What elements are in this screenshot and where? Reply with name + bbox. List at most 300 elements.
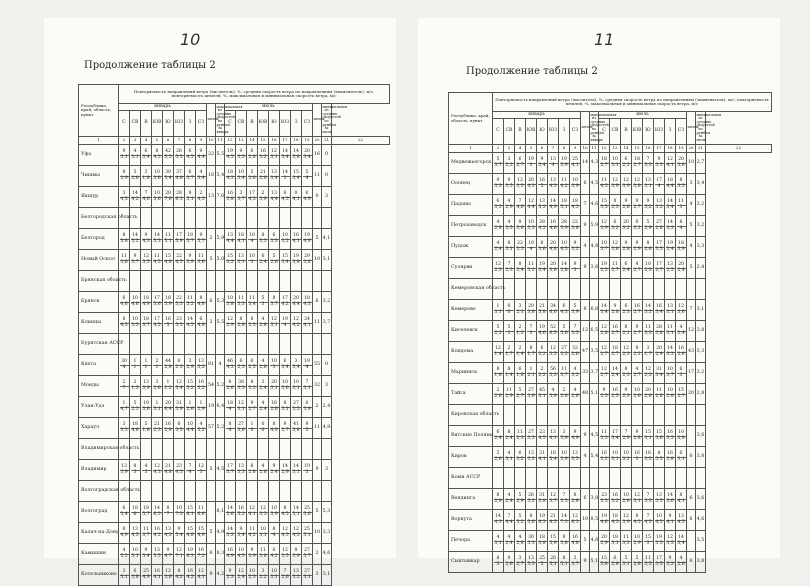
frequency-value: 8 — [633, 347, 642, 353]
january-calm-cell: 48 — [581, 384, 590, 405]
frequency-value: 17 — [656, 555, 662, 561]
speed-value: 3,6 — [611, 246, 619, 252]
speed-value: 4,1 — [153, 574, 161, 580]
speed-value: 3,1 — [292, 469, 300, 475]
january-max-speed-cell — [590, 405, 599, 426]
january-direction-cell — [570, 300, 581, 321]
frequency-value: 4 — [494, 536, 503, 542]
table-row — [79, 145, 390, 166]
july-direction-cell — [610, 363, 621, 384]
speed-value: 2,6 — [259, 364, 267, 370]
january-direction-cell — [570, 342, 581, 363]
july-direction-cell — [280, 439, 291, 460]
speed-value: 2,3 — [131, 406, 139, 412]
july-min-speed-cell — [696, 468, 706, 489]
january-direction-cell — [548, 363, 559, 384]
january-direction-cell — [526, 300, 537, 321]
column-number: 21 — [322, 137, 332, 145]
frequency-value: 3 — [516, 557, 525, 563]
header-direction: ЮВ — [258, 111, 269, 137]
july-direction-cell — [247, 208, 258, 229]
july-direction-cell — [632, 153, 643, 174]
frequency-value: 9 — [142, 234, 151, 240]
frequency-value: 14 — [227, 505, 233, 511]
frequency-value: 12 — [667, 534, 673, 540]
speed-value: 2,4 — [505, 540, 513, 546]
speed-value: 5,5 — [153, 553, 161, 559]
july-direction-cell — [291, 292, 302, 313]
speed-value: 4 — [657, 183, 661, 189]
speed-value: 3,9 — [571, 183, 579, 189]
january-direction-cell — [130, 565, 141, 586]
july-direction-cell — [302, 376, 313, 397]
frequency-value: 4 — [197, 171, 206, 177]
july-direction-cell — [236, 292, 247, 313]
july-direction-cell — [269, 229, 280, 250]
speed-value: 5,1 — [560, 561, 568, 567]
frequency-value: 6 — [303, 402, 312, 408]
frequency-value: 8 — [505, 431, 514, 437]
speed-value: 3,2 — [527, 267, 535, 273]
frequency-value: 28 — [539, 219, 545, 225]
july-direction-cell — [610, 384, 621, 405]
header-direction: СВ — [504, 119, 515, 145]
frequency-value: 7 — [622, 431, 631, 437]
january-direction-cell — [515, 174, 526, 195]
speed-value: 7,2 — [197, 553, 205, 559]
frequency-value: 9 — [142, 549, 151, 555]
july-direction-cell — [676, 531, 687, 552]
frequency-value: 17 — [282, 295, 288, 301]
july-min-speed-cell — [322, 481, 332, 502]
july-direction-cell — [302, 418, 313, 439]
header-direction: С — [599, 119, 610, 145]
speed-value: 3,9 — [142, 385, 150, 391]
speed-value: 4,8 — [197, 322, 205, 328]
speed-value: 3 — [529, 330, 533, 336]
frequency-value: 18 — [561, 198, 567, 204]
column-number: 13 — [236, 137, 247, 145]
speed-value: 4,1 — [292, 196, 300, 202]
july-direction-cell — [599, 237, 610, 258]
table-row — [449, 531, 772, 552]
column-number: 8 — [559, 145, 570, 153]
frequency-value: 3 — [560, 431, 569, 437]
july-direction-cell — [302, 166, 313, 187]
speed-value: 3,1 — [633, 498, 641, 504]
july-direction-cell — [665, 216, 676, 237]
row-name: Кондома — [449, 342, 493, 363]
speed-value: 3,4 — [237, 175, 245, 181]
frequency-value: 29 — [528, 303, 534, 309]
speed-value: 3,9 — [549, 540, 557, 546]
frequency-value: 16 — [572, 534, 578, 540]
january-direction-cell — [526, 363, 537, 384]
frequency-value: 18 — [132, 505, 138, 511]
july-direction-cell — [632, 321, 643, 342]
january-direction-cell — [559, 552, 570, 573]
july-direction-cell — [291, 523, 302, 544]
frequency-value: 19 — [143, 400, 149, 406]
frequency-value: 9 — [633, 200, 642, 206]
table-row — [449, 426, 772, 447]
speed-value: 3,4 — [538, 267, 546, 273]
january-direction-cell — [174, 145, 185, 166]
january-direction-cell — [548, 384, 559, 405]
frequency-value: 14 — [667, 492, 673, 498]
speed-value: 4,5 — [153, 259, 161, 265]
frequency-value: 9 — [270, 465, 279, 471]
page-number: 10 — [180, 30, 201, 49]
january-direction-cell — [119, 250, 130, 271]
july-direction-cell — [236, 418, 247, 439]
july-calm-cell — [687, 468, 696, 489]
frequency-value: 5 — [644, 221, 653, 227]
july-direction-cell — [236, 523, 247, 544]
july-calm-cell: 12 — [687, 321, 696, 342]
speed-value: 4,3 — [494, 519, 502, 525]
frequency-value: 1 — [164, 381, 173, 387]
speed-value: 4,5 — [120, 196, 128, 202]
frequency-value: 17 — [612, 429, 618, 435]
speed-value: 3,1 — [622, 561, 630, 567]
frequency-value: 16 — [634, 450, 640, 456]
speed-value: 3,1 — [611, 456, 619, 462]
frequency-value: 12 — [143, 253, 149, 259]
january-direction-cell — [526, 237, 537, 258]
january-direction-cell — [537, 531, 548, 552]
frequency-value: 27 — [304, 568, 310, 574]
july-direction-cell — [621, 405, 632, 426]
speed-value: 3,5 — [571, 330, 579, 336]
row-name: Вятские Поляны — [449, 426, 493, 447]
frequency-value: 8 — [677, 221, 686, 227]
july-direction-cell — [269, 187, 280, 208]
july-direction-cell — [654, 300, 665, 321]
frequency-value: 9 — [248, 402, 257, 408]
speed-value: 2,6 — [571, 393, 579, 399]
speed-value: 4,1 — [571, 162, 579, 168]
frequency-value: 12 — [176, 379, 182, 385]
row-name: Тайга — [449, 384, 493, 405]
frequency-value: 8 — [153, 150, 162, 156]
january-calm-cell: 22 — [207, 145, 216, 166]
speed-value: 2,7 — [516, 393, 524, 399]
header-month-july: июль — [599, 112, 687, 119]
january-direction-cell — [548, 447, 559, 468]
speed-value: 3,9 — [120, 469, 128, 475]
january-direction-cell — [141, 334, 152, 355]
july-direction-cell — [258, 187, 269, 208]
frequency-value: 11 — [645, 324, 651, 330]
january-direction-cell — [548, 321, 559, 342]
frequency-value: 13 — [165, 526, 171, 532]
january-direction-cell — [515, 489, 526, 510]
july-direction-cell — [280, 292, 291, 313]
july-direction-cell — [632, 195, 643, 216]
january-direction-cell — [174, 166, 185, 187]
speed-value: 2,4 — [259, 259, 267, 265]
january-direction-cell — [526, 510, 537, 531]
frequency-value: 11 — [121, 253, 127, 259]
speed-value: 2,2 — [538, 372, 546, 378]
july-direction-cell — [643, 237, 654, 258]
january-direction-cell — [174, 376, 185, 397]
frequency-value: 12 — [238, 568, 244, 574]
july-min-speed-cell: 0 — [322, 166, 332, 187]
january-max-speed-cell — [590, 279, 599, 300]
january-direction-cell — [559, 384, 570, 405]
frequency-value: 9 — [131, 255, 140, 261]
frequency-value: 13 — [121, 463, 127, 469]
speed-value: 2,3 — [494, 267, 502, 273]
july-direction-cell — [247, 313, 258, 334]
speed-value: 3,7 — [226, 469, 234, 475]
frequency-value: 5 — [560, 326, 569, 332]
speed-value: 4,2 — [538, 225, 546, 231]
speed-value: 2,8 — [622, 246, 630, 252]
row-name: Мариинск — [449, 363, 493, 384]
left-page — [44, 18, 396, 580]
speed-value: 3,2 — [644, 204, 652, 210]
frequency-value: 19 — [528, 240, 534, 246]
table-row — [79, 439, 390, 460]
frequency-value: 15 — [293, 169, 299, 175]
july-direction-cell — [247, 439, 258, 460]
speed-value: 2,2 — [505, 162, 513, 168]
frequency-value: 27 — [293, 400, 299, 406]
speed-value: 3,7 — [270, 301, 278, 307]
speed-value: 3,6 — [677, 162, 685, 168]
july-direction-cell — [302, 460, 313, 481]
frequency-value: 7 — [644, 158, 653, 164]
january-direction-cell — [537, 153, 548, 174]
january-direction-cell — [570, 468, 581, 489]
january-direction-cell — [493, 342, 504, 363]
speed-value: 0 — [507, 309, 511, 315]
frequency-value: 7 — [644, 494, 653, 500]
january-direction-cell — [174, 418, 185, 439]
speed-value: 2,7 — [633, 162, 641, 168]
speed-value: 4,6 — [120, 301, 128, 307]
july-direction-cell — [632, 405, 643, 426]
speed-value: 3,2 — [197, 364, 205, 370]
frequency-value: 10 — [154, 169, 160, 175]
january-direction-cell — [141, 376, 152, 397]
frequency-value: 7 — [560, 494, 569, 500]
speed-value: 3 — [679, 372, 683, 378]
january-direction-cell — [163, 502, 174, 523]
january-direction-cell — [163, 397, 174, 418]
january-direction-cell — [130, 187, 141, 208]
speed-value: 4,3 — [644, 519, 652, 525]
speed-value: 2,3 — [622, 309, 630, 315]
july-min-speed-cell: 4,6 — [322, 544, 332, 565]
july-direction-cell — [599, 153, 610, 174]
speed-value: 2,7 — [600, 162, 608, 168]
july-direction-cell — [632, 531, 643, 552]
january-direction-cell — [163, 355, 174, 376]
july-min-speed-cell: 3,1 — [322, 250, 332, 271]
january-calm-cell: 6 — [207, 292, 216, 313]
speed-value: 2,6 — [505, 561, 513, 567]
frequency-value: 16 — [260, 148, 266, 154]
january-direction-cell — [570, 363, 581, 384]
column-number: 1 — [79, 137, 119, 145]
frequency-value: 10 — [249, 253, 255, 259]
frequency-value: 8 — [120, 528, 129, 534]
january-calm-cell: 10 — [581, 510, 590, 531]
speed-value: 2,4 — [677, 267, 685, 273]
frequency-value: 19 — [561, 156, 567, 162]
speed-value: 2,4 — [677, 330, 685, 336]
speed-value: 3 — [529, 162, 533, 168]
frequency-value: 1 — [142, 360, 151, 366]
july-min-speed-cell: 3,8 — [696, 447, 706, 468]
frequency-value: 13 — [238, 253, 244, 259]
speed-value: 4,6 — [516, 204, 524, 210]
july-calm-cell: 6 — [687, 489, 696, 510]
frequency-value: 12 — [271, 316, 277, 322]
january-direction-cell — [548, 279, 559, 300]
speed-value: 5,1 — [538, 393, 546, 399]
january-direction-cell — [163, 166, 174, 187]
speed-value: 2,9 — [186, 364, 194, 370]
frequency-value: 15 — [645, 429, 651, 435]
july-direction-cell — [621, 426, 632, 447]
frequency-value: 28 — [176, 190, 182, 196]
speed-value: 2,4 — [505, 498, 513, 504]
january-direction-cell — [537, 363, 548, 384]
july-direction-cell — [632, 237, 643, 258]
speed-value: 3,8 — [538, 540, 546, 546]
july-min-speed-cell: 3 — [322, 187, 332, 208]
frequency-value: 4 — [197, 423, 206, 429]
speed-value: 3,3 — [622, 540, 630, 546]
frequency-value: 7 — [644, 515, 653, 521]
speed-value: 2,3 — [622, 351, 630, 357]
july-direction-cell — [280, 460, 291, 481]
speed-value: 3,8 — [600, 561, 608, 567]
header-month-january: январь — [493, 112, 581, 119]
july-direction-cell — [676, 321, 687, 342]
january-direction-cell — [130, 376, 141, 397]
speed-value: 3,8 — [303, 259, 311, 265]
frequency-value: 27 — [528, 387, 534, 393]
frequency-value: 11 — [249, 295, 255, 301]
table-row — [449, 363, 772, 384]
speed-value: 2,7 — [611, 351, 619, 357]
speed-value: 3,3 — [666, 351, 674, 357]
january-direction-cell — [559, 510, 570, 531]
january-direction-cell — [163, 208, 174, 229]
speed-value: 5,3 — [153, 238, 161, 244]
july-direction-cell — [665, 300, 676, 321]
frequency-value: 6 — [270, 234, 279, 240]
speed-value: 2,5 — [600, 393, 608, 399]
july-direction-cell — [654, 405, 665, 426]
speed-value: 5,1 — [303, 532, 311, 538]
january-direction-cell — [493, 426, 504, 447]
july-direction-cell — [665, 258, 676, 279]
frequency-value: 9 — [666, 515, 675, 521]
frequency-value: 23 — [539, 429, 545, 435]
july-direction-cell — [632, 468, 643, 489]
speed-value: 2,1 — [527, 372, 535, 378]
header-calm: штиль — [207, 104, 216, 137]
speed-value: 4,3 — [611, 519, 619, 525]
january-direction-cell — [163, 460, 174, 481]
january-direction-cell — [174, 271, 185, 292]
speed-value: 3,1 — [666, 330, 674, 336]
speed-value: 5,2 — [186, 301, 194, 307]
july-calm-cell: 5 — [687, 258, 696, 279]
january-direction-cell — [174, 523, 185, 544]
july-direction-cell — [269, 271, 280, 292]
frequency-value: 13 — [293, 568, 299, 574]
frequency-value: 10 — [667, 387, 673, 393]
speed-value: 4 — [228, 427, 232, 433]
frequency-value: 9 — [622, 242, 631, 248]
july-direction-cell — [291, 397, 302, 418]
july-direction-cell — [225, 355, 236, 376]
january-calm-cell — [581, 468, 590, 489]
row-name: Владимир — [79, 460, 119, 481]
speed-value: 2,8 — [164, 364, 172, 370]
header-max-speed: максимальная из средних скоростей по румбам за январь — [590, 112, 599, 145]
speed-value: 2,9 — [505, 393, 513, 399]
column-number: 17 — [654, 145, 665, 153]
january-direction-cell — [526, 531, 537, 552]
frequency-value: 6 — [248, 150, 257, 156]
frequency-value: 9 — [633, 326, 642, 332]
speed-value: 3,9 — [270, 511, 278, 517]
july-direction-cell — [610, 237, 621, 258]
table-row — [79, 187, 390, 208]
july-direction-cell — [676, 174, 687, 195]
frequency-value: 11 — [198, 505, 204, 511]
speed-value: 4,2 — [186, 574, 194, 580]
january-direction-cell — [570, 321, 581, 342]
january-direction-cell — [196, 334, 207, 355]
january-direction-cell — [559, 468, 570, 489]
frequency-value: 9 — [622, 389, 631, 395]
july-direction-cell — [599, 405, 610, 426]
frequency-value: 11 — [656, 387, 662, 393]
july-direction-cell — [302, 397, 313, 418]
january-direction-cell — [152, 397, 163, 418]
speed-value: 3,9 — [600, 225, 608, 231]
january-direction-cell — [141, 397, 152, 418]
july-calm-cell — [313, 334, 322, 355]
july-direction-cell — [676, 195, 687, 216]
speed-value: 2,4 — [516, 267, 524, 273]
january-direction-cell — [504, 216, 515, 237]
july-direction-cell — [610, 489, 621, 510]
frequency-value: 13 — [143, 379, 149, 385]
frequency-value: 16 — [678, 345, 684, 351]
frequency-value: 6 — [259, 255, 268, 261]
frequency-value: 14 — [227, 526, 233, 532]
speed-value: 4,6 — [131, 301, 139, 307]
january-direction-cell — [196, 250, 207, 271]
january-direction-cell — [504, 447, 515, 468]
july-direction-cell — [291, 418, 302, 439]
speed-value: 4,8 — [175, 175, 183, 181]
speed-value: 3,1 — [644, 183, 652, 189]
speed-value: 2,6 — [655, 393, 663, 399]
january-max-speed-cell: 8,5 — [590, 510, 599, 531]
